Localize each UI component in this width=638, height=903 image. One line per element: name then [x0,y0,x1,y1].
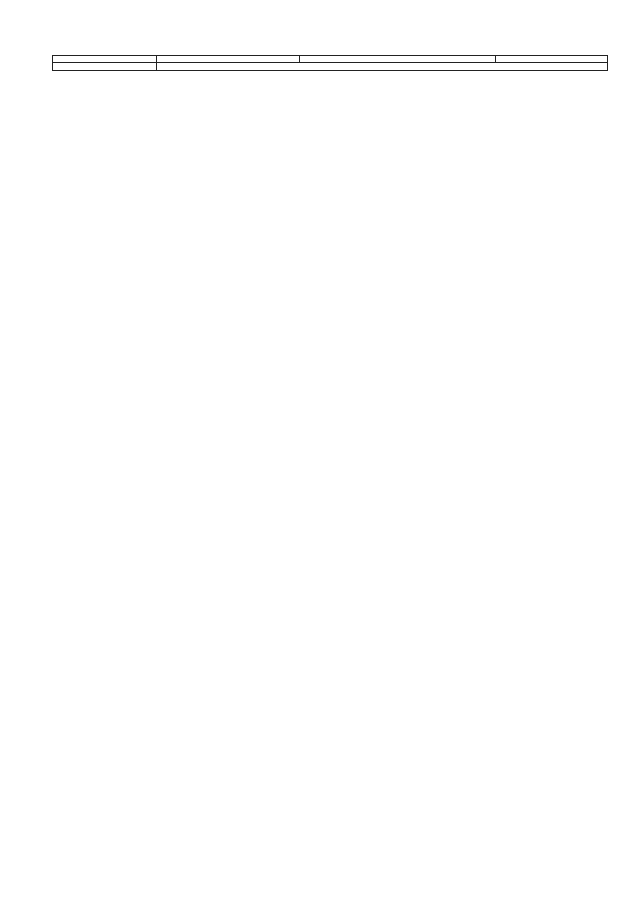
lesson-plan-table [52,55,608,71]
header-hasil [300,56,496,63]
theme-empty-cell [53,63,157,71]
theme-row [53,63,608,71]
header-cadangan [496,56,608,63]
header-minggu [53,56,157,63]
header-unit [157,56,300,63]
table-header-row [53,56,608,63]
theme-title [157,63,608,71]
